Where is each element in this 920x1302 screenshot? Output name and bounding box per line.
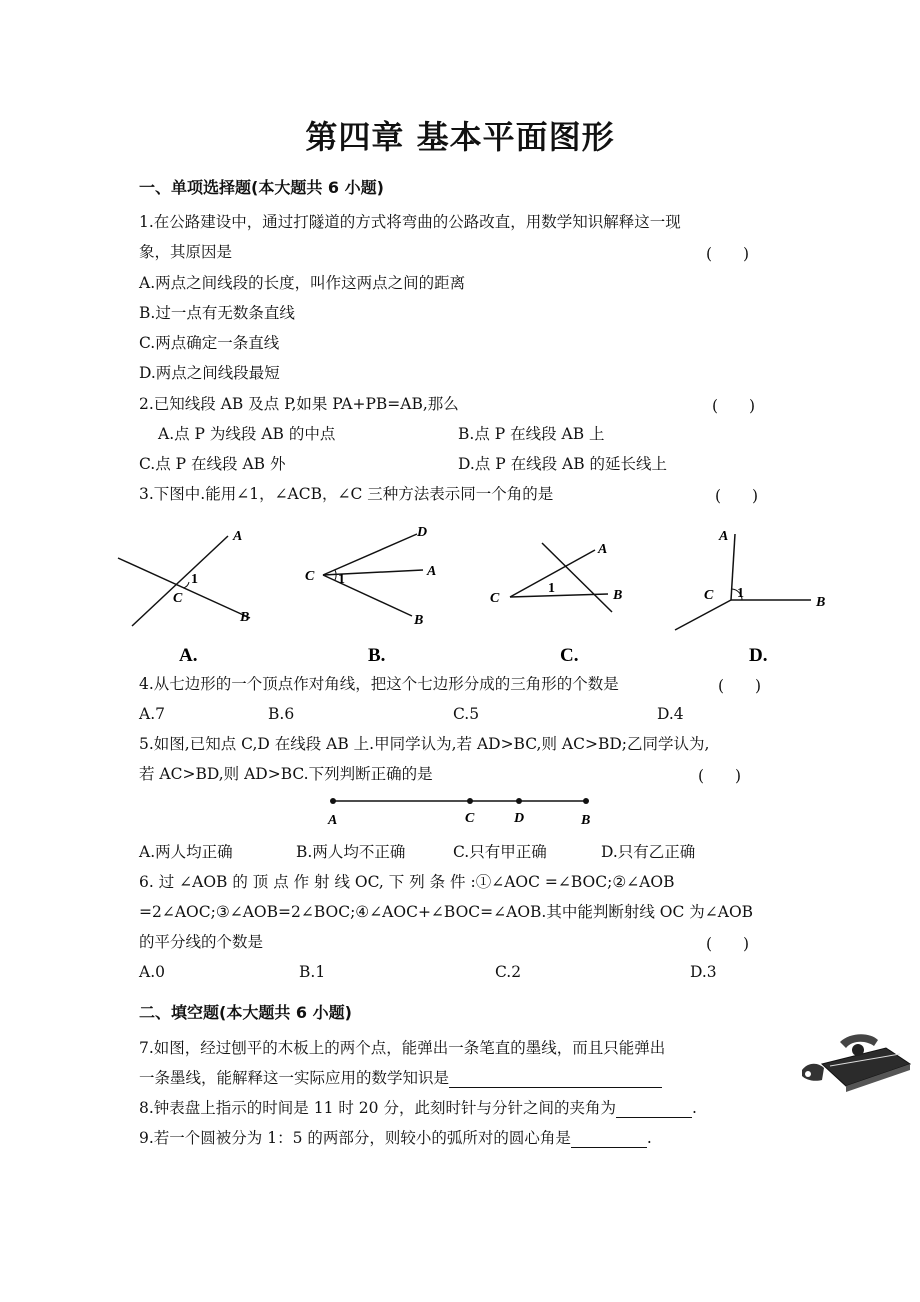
q5-label-b: B bbox=[581, 813, 591, 828]
q5-option-d: D.只有乙正确 bbox=[601, 843, 696, 861]
q5-option-b: B.两人均不正确 bbox=[296, 843, 406, 861]
figure-a-angle-arc bbox=[183, 582, 189, 588]
figure-d-label-1: 1 bbox=[737, 586, 744, 601]
ink-line-plank-illustration bbox=[800, 1030, 912, 1092]
figure-b-label-d: D bbox=[417, 525, 428, 540]
figure-d bbox=[665, 520, 835, 670]
q1-option-b: B.过一点有无数条直线 bbox=[139, 304, 295, 322]
q6-option-b: B.1 bbox=[299, 963, 326, 981]
q9-answer-blank[interactable] bbox=[571, 1131, 647, 1148]
q6-stem-line2: =2∠AOC;③∠AOB=2∠BOC;④∠AOC+∠BOC=∠AOB.其中能判断射线 OC 为∠AOB bbox=[139, 903, 754, 921]
figure-a bbox=[110, 520, 270, 670]
figure-d-line-ca bbox=[731, 534, 735, 600]
q5-option-c: C.只有甲正确 bbox=[453, 843, 547, 861]
q9-wrap bbox=[139, 1128, 652, 1148]
q4-option-d: D.4 bbox=[657, 705, 684, 723]
figure-d-label-a: A bbox=[719, 529, 729, 544]
q9-end: . bbox=[646, 1129, 652, 1147]
figure-a-line-ca bbox=[132, 536, 228, 626]
figure-c-label-a: A bbox=[598, 542, 608, 557]
q4-stem: 4.从七边形的一个顶点作对角线，把这个七边形分成的三角形的个数是 bbox=[139, 675, 619, 693]
q4-option-a: A.7 bbox=[139, 705, 165, 723]
q8-answer-blank[interactable] bbox=[616, 1101, 692, 1118]
figure-b-label-a: A bbox=[427, 564, 437, 579]
hand-left-icon bbox=[802, 1064, 824, 1081]
figure-b-label-1: 1 bbox=[338, 572, 345, 587]
page-title: 第四章 基本平面图形 bbox=[305, 118, 615, 156]
q9-stem: 9.若一个圆被分为 1：5 的两部分，则较小的弧所对的圆心角是 bbox=[139, 1129, 571, 1147]
q5-point-d bbox=[516, 798, 522, 804]
q2-option-b: B.点 P 在线段 AB 上 bbox=[458, 425, 605, 443]
figure-a-label-a: A bbox=[233, 529, 243, 544]
q2-stem: 2.已知线段 AB 及点 P,如果 PA+PB=AB,那么 bbox=[139, 395, 459, 413]
q5-segment-figure bbox=[320, 790, 610, 830]
figure-d-line-ext bbox=[675, 600, 731, 630]
q8-stem: 8.钟表盘上指示的时间是 11 时 20 分，此刻时针与分针之间的夹角为 bbox=[139, 1099, 616, 1117]
figure-b bbox=[295, 520, 455, 670]
q5-stem-line2: 若 AC>BD,则 AD>BC.下列判断正确的是 bbox=[139, 765, 433, 783]
figure-b-label-c: C bbox=[305, 569, 315, 584]
q6-stem-line1: 6. 过 ∠AOB 的 顶 点 作 射 线 OC, 下 列 条 件 :①∠AOC =∠BOC;②∠AOB bbox=[139, 873, 675, 891]
figure-d-label-c: C bbox=[704, 588, 714, 603]
figure-c bbox=[480, 520, 640, 670]
q5-stem-line1: 5.如图,已知点 C,D 在线段 AB 上.甲同学认为,若 AD>BC,则 AC>BD;乙同学认为, bbox=[139, 735, 710, 753]
q4-option-b: B.6 bbox=[268, 705, 295, 723]
q1-option-d: D.两点之间线段最短 bbox=[139, 364, 280, 382]
q7-stem-line1: 7.如图，经过刨平的木板上的两个点，能弹出一条笔直的墨线，而且只能弹出 bbox=[139, 1039, 666, 1057]
knuckle-icon bbox=[805, 1071, 811, 1077]
q6-option-a: A.0 bbox=[139, 963, 165, 981]
q1-stem-line1: 1.在公路建设中，通过打隧道的方式将弯曲的公路改直，用数学知识解释这一现 bbox=[139, 213, 681, 231]
q2-answer-paren: ( ) bbox=[712, 397, 756, 415]
q5-label-c: C bbox=[465, 811, 475, 826]
q6-stem-line3: 的平分线的个数是 bbox=[139, 933, 264, 951]
figure-a-label-b: B bbox=[240, 610, 250, 625]
q7-answer-blank[interactable] bbox=[449, 1071, 662, 1088]
q5-point-c bbox=[467, 798, 473, 804]
ink-box-icon bbox=[852, 1044, 864, 1056]
figure-a-caption: A. bbox=[179, 645, 198, 666]
q5-answer-paren: ( ) bbox=[698, 767, 742, 785]
figure-a-label-c: C bbox=[173, 591, 183, 606]
q7-stem-line2: 一条墨线，能解释这一实际应用的数学知识是 bbox=[139, 1069, 450, 1087]
figure-a-label-1: 1 bbox=[191, 572, 198, 587]
q1-option-a: A.两点之间线段的长度，叫作这两点之间的距离 bbox=[139, 274, 466, 292]
figure-b-line-cb bbox=[323, 575, 412, 616]
q6-option-d: D.3 bbox=[690, 963, 717, 981]
figure-c-label-1: 1 bbox=[548, 581, 555, 596]
q3-answer-paren: ( ) bbox=[715, 487, 759, 505]
q4-answer-paren: ( ) bbox=[718, 677, 762, 695]
q4-option-c: C.5 bbox=[453, 705, 480, 723]
q5-point-b bbox=[583, 798, 589, 804]
section-heading-choice: 一、单项选择题(本大题共 6 小题) bbox=[139, 178, 384, 197]
figure-c-label-b: B bbox=[613, 588, 623, 603]
q6-answer-paren: ( ) bbox=[706, 935, 750, 953]
q2-option-a: A.点 P 为线段 AB 的中点 bbox=[158, 425, 336, 443]
figure-c-caption: C. bbox=[560, 645, 579, 666]
q1-stem-line2: 象，其原因是 bbox=[139, 243, 233, 261]
q5-point-a bbox=[330, 798, 336, 804]
figure-b-caption: B. bbox=[368, 645, 386, 666]
figure-d-label-b: B bbox=[816, 595, 826, 610]
figure-b-line-cd bbox=[323, 534, 417, 575]
q8-wrap bbox=[139, 1098, 697, 1118]
figure-b-label-b: B bbox=[414, 613, 424, 628]
q2-option-c: C.点 P 在线段 AB 外 bbox=[139, 455, 286, 473]
q8-end: . bbox=[691, 1099, 697, 1117]
q1-answer-paren: ( ) bbox=[706, 245, 750, 263]
q5-label-d: D bbox=[514, 811, 525, 826]
q7-line2-wrap bbox=[139, 1068, 662, 1088]
figure-d-caption: D. bbox=[749, 645, 768, 666]
figure-c-label-c: C bbox=[490, 591, 500, 606]
q5-option-a: A.两人均正确 bbox=[139, 843, 233, 861]
q2-option-d: D.点 P 在线段 AB 的延长线上 bbox=[458, 455, 668, 473]
section-heading-fill: 二、填空题(本大题共 6 小题) bbox=[139, 1003, 352, 1022]
q3-stem: 3.下图中.能用∠1，∠ACB，∠C 三种方法表示同一个角的是 bbox=[139, 485, 554, 503]
q5-label-a: A bbox=[328, 813, 338, 828]
q6-option-c: C.2 bbox=[495, 963, 522, 981]
q1-option-c: C.两点确定一条直线 bbox=[139, 334, 280, 352]
